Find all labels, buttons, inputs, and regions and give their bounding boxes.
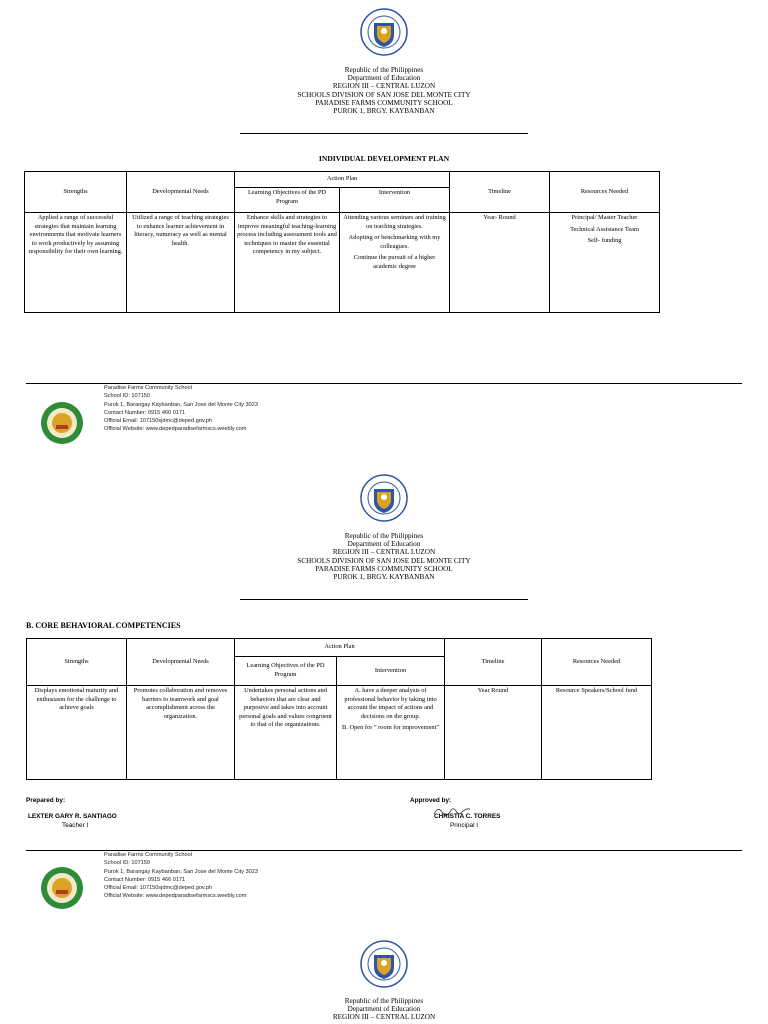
col-action-plan: Action Plan — [235, 172, 450, 188]
section-b-title: B. CORE BEHAVIORAL COMPETENCIES — [26, 621, 181, 630]
footer-line: Contact Number: 0915 466 0171 — [104, 876, 186, 883]
intervention-item: Continue the pursuit of a higher academic degree — [353, 254, 436, 270]
cell-timeline: Year Round — [445, 686, 542, 780]
cell-strengths: Applied a range of successful strategies that maintain learning environments that motivate learners to work productively by assuming responsibility for their own learning. — [25, 213, 127, 313]
header-line: PUROK 1, BRGY. KAYBANBAN — [333, 573, 435, 582]
resource-item: Self- funding — [587, 237, 622, 245]
approved-by-title: Principal I — [450, 822, 479, 829]
approved-by-label: Approved by: — [410, 797, 452, 804]
header-line: Department of Education — [347, 74, 421, 83]
col-strengths: Strengths — [25, 172, 127, 213]
plan-title: INDIVIDUAL DEVELOPMENT PLAN — [318, 154, 450, 163]
col-resources: Resources Needed — [542, 639, 652, 686]
footer-info — [104, 384, 258, 434]
header-line: PARADISE FARMS COMMUNITY SCHOOL — [315, 98, 453, 107]
col-action-plan: Action Plan — [235, 639, 445, 657]
header-line: REGION III – CENTRAL LUZON — [332, 1013, 436, 1022]
footer-line: Official Email: 107150sjdmc@deped.gov.ph — [104, 418, 213, 425]
header-line: Department of Education — [347, 1005, 421, 1014]
cell-intervention — [340, 213, 450, 313]
footer-line: Purok 1, Barangay Kaybanban, San Jose del Monte City 3023 — [104, 401, 258, 408]
resource-item: Technical Assistance Team — [570, 225, 639, 233]
footer-line: Contact Number: 0915 466 0171 — [104, 409, 186, 416]
footer-line: Official Website: www.depedparadisefarmscs.weebly.com — [104, 426, 247, 433]
deped-seal-icon — [360, 940, 408, 988]
prepared-by-title: Teacher I — [62, 822, 89, 829]
footer-line: Paradise Farms Community School — [104, 385, 192, 391]
col-intervention: Intervention — [340, 188, 450, 213]
footer-info — [104, 851, 258, 901]
header-line: PARADISE FARMS COMMUNITY SCHOOL — [315, 564, 453, 573]
letterhead-2 — [0, 532, 768, 581]
competency-table — [26, 638, 652, 780]
cell-strengths: Displays emotional maturity and enthusiasm for the challenge to achieve goals — [27, 686, 127, 780]
cell-learning-objectives: Enhance skills and strategies to improve meaningful teaching-learning process including assessment tools and techniques to master the essential competency in my subject. — [235, 213, 340, 313]
school-logo-icon — [40, 866, 84, 910]
header-line: Republic of the Philippines — [344, 997, 424, 1005]
deped-seal-icon — [360, 8, 408, 56]
intervention-item: B. Open for " room for improvement" — [342, 724, 439, 732]
prepared-by-label: Prepared by: — [26, 797, 66, 804]
header-rule — [240, 599, 528, 600]
school-logo-icon — [40, 401, 84, 445]
footer-line: School ID: 107150 — [104, 860, 151, 867]
header-line: Republic of the Philippines — [344, 66, 424, 74]
footer-line: Official Website: www.depedparadisefarmscs.weebly.com — [104, 893, 247, 900]
cell-timeline: Year- Round — [450, 213, 550, 313]
prepared-by-name: LEXTER GARY R. SANTIAGO — [28, 813, 117, 820]
col-intervention: Intervention — [337, 657, 445, 686]
col-resources: Resources Needed — [550, 172, 660, 213]
idp-table — [24, 171, 660, 313]
cell-intervention — [337, 686, 445, 780]
header-line: REGION III – CENTRAL LUZON — [332, 82, 436, 91]
cell-resources: Resource Speakers/School fund — [542, 686, 652, 780]
header-rule — [240, 133, 528, 134]
col-timeline: Timeline — [445, 639, 542, 686]
letterhead-3 — [0, 997, 768, 1022]
footer-line: Official Email: 107150sjdmc@deped.gov.ph — [104, 885, 213, 892]
approved-by-name: CHRISTIA C. TORRES — [434, 813, 501, 820]
footer-line: Paradise Farms Community School — [104, 852, 192, 858]
cell-developmental-needs: Utilized a range of teaching strategies to enhance learner achievement in literacy, numeracy as well as mental health. — [127, 213, 235, 313]
header-line: Republic of the Philippines — [344, 532, 424, 540]
col-developmental-needs: Developmental Needs — [127, 172, 235, 213]
col-strengths: Strengths — [27, 639, 127, 686]
header-line: Department of Education — [347, 540, 421, 549]
resource-item: Principal/ Master Teacher — [571, 214, 638, 221]
intervention-item: A. have a deeper analysis of professional behavior by taking into account the impact of actions and decisions on the group. — [344, 687, 437, 720]
header-line: SCHOOLS DIVISION OF SAN JOSE DEL MONTE CITY — [297, 90, 471, 99]
footer-line: School ID: 107150 — [104, 393, 151, 400]
header-line: REGION III – CENTRAL LUZON — [332, 548, 436, 557]
col-timeline: Timeline — [450, 172, 550, 213]
intervention-item: Adopting or benchmarking with my colleagues. — [348, 234, 441, 250]
footer-line: Purok 1, Barangay Kaybanban, San Jose del Monte City 3023 — [104, 868, 258, 875]
cell-resources — [550, 213, 660, 313]
letterhead-1 — [0, 66, 768, 115]
cell-learning-objectives: Undertakes personal actions and behaviors that are clear and purposive and takes into account personal goals and values congruent to that of the organizations. — [235, 686, 337, 780]
intervention-item: Attending various seminars and training on teaching strategies. — [343, 214, 446, 230]
col-learning-objectives: Learning Objectives of the PD Program — [235, 657, 337, 686]
cell-developmental-needs: Promotes collaboration and removes barriers to teamwork and goal accomplishment across the organization. — [127, 686, 235, 780]
header-line: SCHOOLS DIVISION OF SAN JOSE DEL MONTE CITY — [297, 556, 471, 565]
header-line: PUROK 1, BRGY. KAYBANBAN — [333, 107, 435, 116]
deped-seal-icon — [360, 474, 408, 522]
col-learning-objectives: Learning Objectives of the PD Program — [235, 188, 340, 213]
col-developmental-needs: Developmental Needs — [127, 639, 235, 686]
